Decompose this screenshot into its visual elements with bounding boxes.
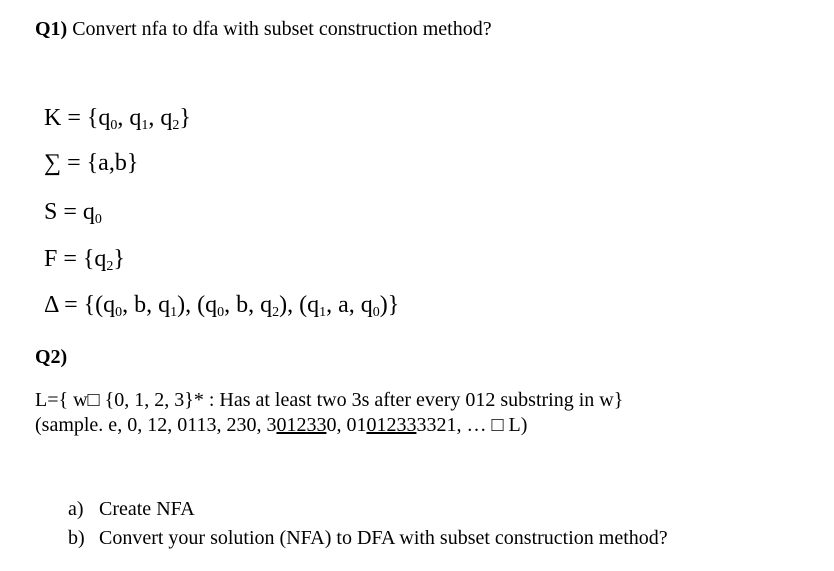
q1-title: Convert nfa to dfa with subset construction method? <box>72 18 492 40</box>
start-state-definition: $S = q_0$ <box>44 199 102 227</box>
alphabet-definition: ∑ = {a,b} <box>44 150 139 176</box>
language-samples: (sample. e, 0, 12, 0113, 230, 3012330, 01012333321, … □ L) <box>35 414 528 436</box>
final-states-definition: $F = \{q_2\}$ <box>44 246 125 274</box>
transition-definition: $\Delta = \{(q_0$, b, $q_1$), ($q_0$, b, $q_2$), ($q_1$, a, $q_0$)} <box>44 292 400 320</box>
q1-heading <box>35 18 492 41</box>
language-definition: L={ w□ {0, 1, 2, 3}* : Has at least two 3s after every 012 substring in w} <box>35 389 624 411</box>
list-marker: a) <box>68 498 84 520</box>
list-text: Create NFA <box>99 498 195 520</box>
q2-label: Q2) <box>35 346 68 368</box>
q1-label: Q1) <box>35 18 68 40</box>
states-definition: $K = \{q_0$, $q_1$, $q_2$} <box>44 105 191 133</box>
list-marker: b) <box>68 527 85 549</box>
list-item <box>68 498 195 521</box>
list-item <box>68 527 668 550</box>
list-text: Convert your solution (NFA) to DFA with subset construction method? <box>99 527 668 549</box>
